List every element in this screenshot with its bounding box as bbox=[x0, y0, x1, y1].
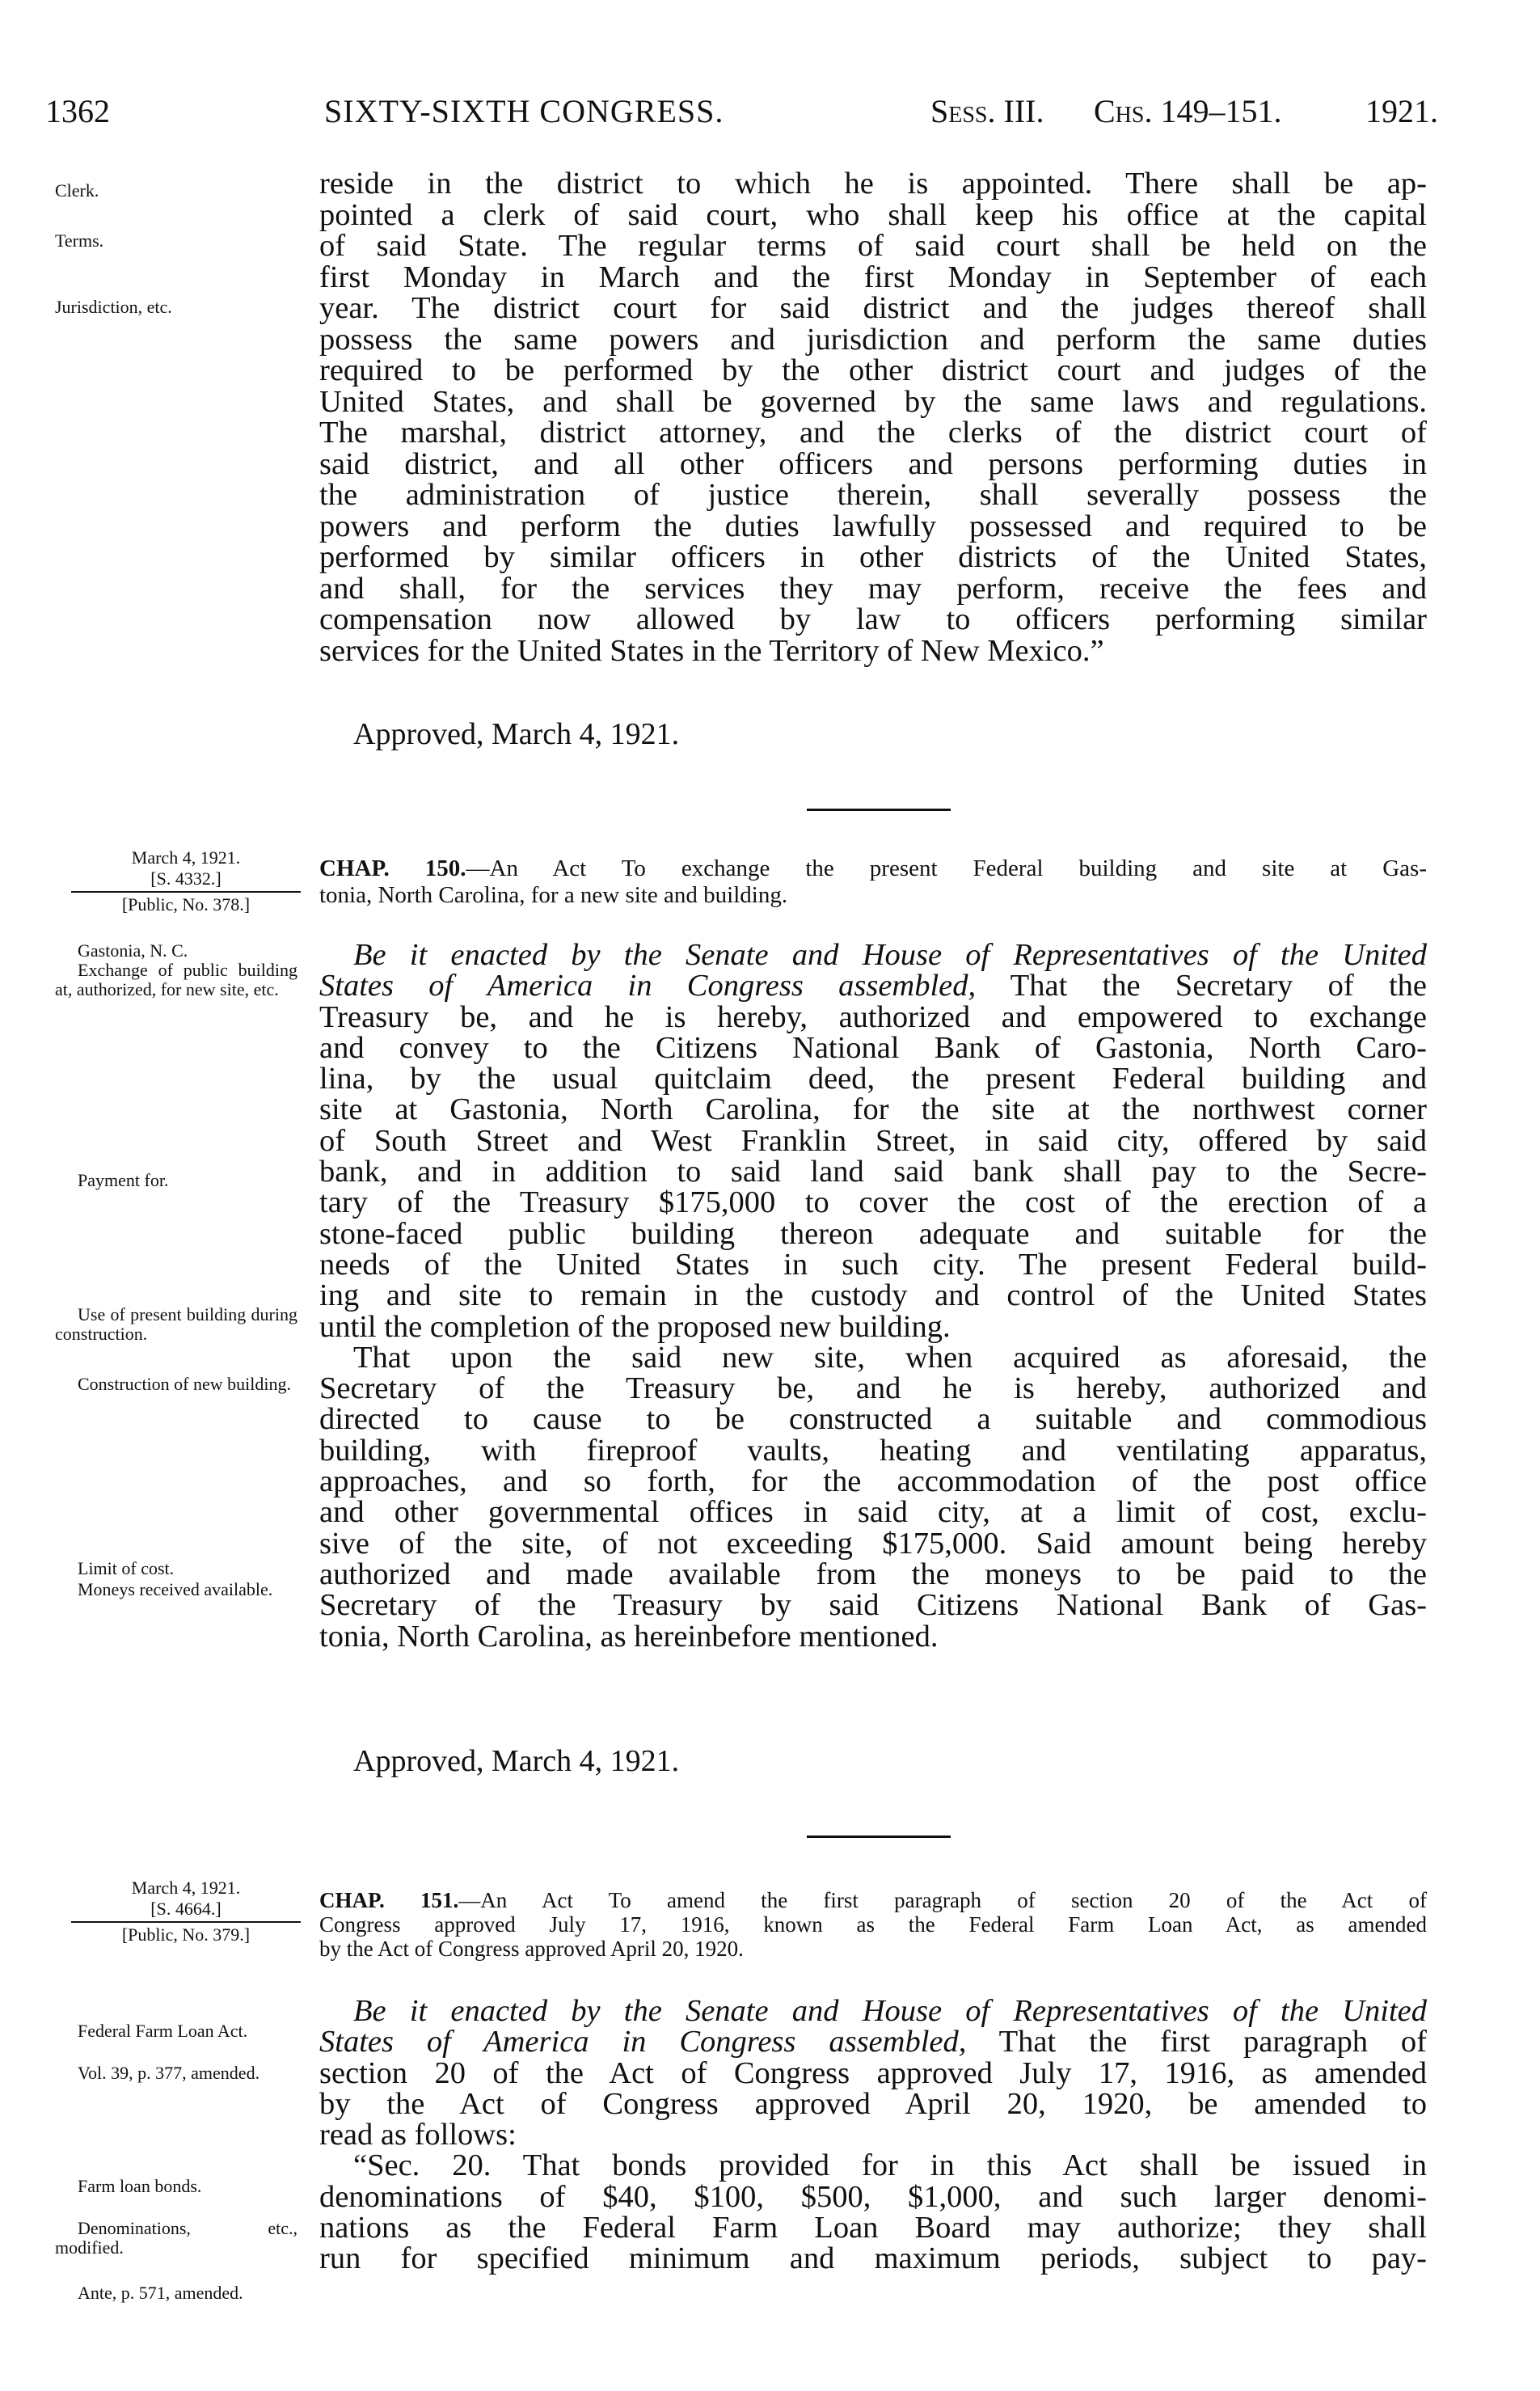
separator-rule bbox=[807, 1835, 951, 1838]
text-line: ing and site to remain in the custody and control of the United States bbox=[319, 1278, 1427, 1313]
text-line: powers and perform the duties lawfully possessed and required to be bbox=[319, 509, 1427, 543]
text-line: until the completion of the proposed new building. bbox=[319, 1309, 951, 1344]
text-line: building, with fireproof vaults, heating and ventilating apparatus, bbox=[319, 1433, 1427, 1468]
text: That the Secretary of the bbox=[1010, 969, 1427, 1003]
public-law-number: [Public, No. 379.] bbox=[121, 1924, 251, 1945]
text-line: lina, by the usual quitclaim deed, the present Federal building and bbox=[319, 1062, 1427, 1096]
heading-line: Congress approved July 17, 1916, known as the Federal Farm Loan Act, as amended bbox=[319, 1912, 1427, 1937]
text-line: said district, and all other officers and persons performing duties in bbox=[319, 446, 1427, 481]
margin-note-ante: Ante, p. 571, amended. bbox=[78, 2283, 243, 2303]
text-line bbox=[319, 970, 1427, 1001]
margin-note-clerk: Clerk. bbox=[55, 180, 99, 201]
running-header bbox=[45, 87, 1436, 136]
text-line: site at Gastonia, North Carolina, for the site at the northwest corner bbox=[319, 1092, 1427, 1127]
text-line: authorized and made available from the moneys to be paid to the bbox=[319, 1557, 1427, 1591]
chapter-150-text bbox=[319, 940, 1427, 1652]
chapter-label: CHAP. 151. bbox=[319, 1888, 459, 1912]
enacting-clause: Be it enacted by the Senate and House of Representatives of the United bbox=[353, 1994, 1427, 2028]
text-line: pointed a clerk of said court, who shall keep his office at the capital bbox=[319, 197, 1427, 232]
section-149-text bbox=[319, 168, 1427, 666]
text-line: and other governmental offices in said city, at a limit of cost, exclu- bbox=[319, 1495, 1427, 1530]
approved-line: Approved, March 4, 1921. bbox=[353, 1744, 680, 1778]
text-line: compensation now allowed by law to officers performing similar bbox=[319, 602, 1427, 636]
text-line: required to be performed by the other district court and judges of the bbox=[319, 353, 1427, 387]
text-line: stone-faced public building thereon adequate and suitable for the bbox=[319, 1216, 1427, 1251]
text-line: run for specified minimum and maximum periods, subject to pay- bbox=[319, 2241, 1427, 2276]
margin-note-vol-39: Vol. 39, p. 377, amended. bbox=[78, 2063, 260, 2083]
chapter-label: CHAP. 150. bbox=[319, 855, 466, 881]
sidenote-rule bbox=[71, 891, 301, 893]
bill-number: [S. 4332.] bbox=[150, 868, 222, 889]
text-line: denominations of $40, $100, $500, $1,000, and such larger denomi- bbox=[319, 2179, 1427, 2214]
text-line: nations as the Federal Farm Loan Board may authorize; they shall bbox=[319, 2211, 1427, 2245]
congress-title: SIXTY-SIXTH CONGRESS. bbox=[324, 93, 724, 129]
heading-text: —An Act To amend the first paragraph of section 20 of the Act of bbox=[458, 1888, 1427, 1912]
text-line bbox=[319, 2026, 1427, 2057]
enacting-clause-cont: States of America in Congress assembled, bbox=[319, 969, 977, 1003]
bill-number: [S. 4664.] bbox=[150, 1899, 222, 1919]
text-line: That upon the said new site, when acquired as aforesaid, the bbox=[353, 1340, 1427, 1375]
text-line: of South Street and West Franklin Street, in said city, offered by said bbox=[319, 1123, 1427, 1158]
margin-note-farm-loan-bonds: Farm loan bonds. bbox=[78, 2176, 202, 2196]
year-label: 1921. bbox=[1365, 93, 1438, 129]
text-line: bank, and in addition to said land said bank shall pay to the Secre- bbox=[319, 1155, 1427, 1189]
margin-note-federal-farm-loan-act: Federal Farm Loan Act. bbox=[78, 2021, 248, 2041]
heading-line bbox=[319, 855, 1427, 882]
heading-line bbox=[319, 1888, 1427, 1912]
text-line: performed by similar officers in other districts of the United States, bbox=[319, 540, 1427, 574]
separator-rule bbox=[807, 809, 951, 811]
margin-note-moneys: Moneys received available. bbox=[78, 1579, 273, 1599]
margin-note-denominations: Denominations, etc., modified. bbox=[55, 2218, 297, 2258]
chapter-151-heading bbox=[319, 1888, 1427, 1961]
text-line: services for the United States in the Territory of New Mexico.” bbox=[319, 633, 1104, 668]
text-line: reside in the district to which he is appointed. There shall be ap- bbox=[319, 167, 1427, 201]
text-line: “Sec. 20. That bonds provided for in this Act shall be issued in bbox=[353, 2148, 1427, 2183]
text-line: needs of the United States in such city. The present Federal build- bbox=[319, 1247, 1427, 1282]
heading-text: —An Act To exchange the present Federal building and site at Gas- bbox=[466, 855, 1427, 881]
approved-line: Approved, March 4, 1921. bbox=[353, 717, 680, 751]
margin-note-limit-of-cost: Limit of cost. bbox=[78, 1558, 175, 1578]
enacting-clause-cont: States of America in Congress assembled, bbox=[319, 2025, 967, 2059]
text-line: year. The district court for said district and the judges thereof shall bbox=[319, 291, 1427, 325]
text-line: by the Act of Congress approved April 20, 1920, be amended to bbox=[319, 2086, 1427, 2121]
heading-line: tonia, North Carolina, for a new site and building. bbox=[319, 882, 788, 908]
text-line: approaches, and so forth, for the accommodation of the post office bbox=[319, 1464, 1427, 1499]
text-line: tary of the Treasury $175,000 to cover the cost of the erection of a bbox=[319, 1185, 1427, 1220]
text-line: United States, and shall be governed by the same laws and regulations. bbox=[319, 384, 1427, 419]
text: That the first paragraph of bbox=[998, 2025, 1427, 2059]
text-line: of said State. The regular terms of said court shall be held on the bbox=[319, 229, 1427, 263]
chapters-label: Chs. 149–151. bbox=[1094, 93, 1282, 129]
margin-note-exchange: Exchange of public building at, authorized, for new site, etc. bbox=[55, 960, 297, 999]
text-line: Secretary of the Treasury by said Citizens National Bank of Gas- bbox=[319, 1588, 1427, 1623]
heading-line: by the Act of Congress approved April 20, 1920. bbox=[319, 1937, 744, 1961]
text-line: and convey to the Citizens National Bank of Gastonia, North Caro- bbox=[319, 1030, 1427, 1065]
chapter-150-heading bbox=[319, 855, 1427, 909]
text-line: section 20 of the Act of Congress approved July 17, 1916, as amended bbox=[319, 2055, 1427, 2090]
margin-note-jurisdiction: Jurisdiction, etc. bbox=[55, 297, 172, 317]
text-line: the administration of justice therein, shall severally possess the bbox=[319, 478, 1427, 512]
text-line: directed to cause to be constructed a suitable and commodious bbox=[319, 1402, 1427, 1437]
text-line: read as follows: bbox=[319, 2118, 517, 2152]
text-line: sive of the site, of not exceeding $175,000. Said amount being hereby bbox=[319, 1526, 1427, 1561]
text-line: Treasury be, and he is hereby, authorized and empowered to exchange bbox=[319, 999, 1427, 1034]
enactment-date: March 4, 1921. bbox=[131, 1878, 241, 1898]
session-label: Sess. III. bbox=[930, 93, 1044, 129]
margin-note-terms: Terms. bbox=[55, 230, 104, 251]
text-line: first Monday in March and the first Monday in September of each bbox=[319, 260, 1427, 294]
margin-note-gastonia bbox=[55, 941, 297, 999]
chapter-150-sidenote bbox=[65, 847, 307, 915]
text-line: tonia, North Carolina, as hereinbefore mentioned. bbox=[319, 1619, 939, 1654]
public-law-number: [Public, No. 378.] bbox=[121, 894, 251, 915]
text-line: Secretary of the Treasury be, and he is hereby, authorized and bbox=[319, 1371, 1427, 1406]
enactment-date: March 4, 1921. bbox=[131, 847, 241, 868]
margin-note-use-present-building: Use of present building during construction. bbox=[55, 1304, 297, 1344]
margin-note-gastonia-title: Gastonia, N. C. bbox=[78, 940, 188, 961]
text-line: The marshal, district attorney, and the clerks of the district court of bbox=[319, 416, 1427, 450]
sidenote-rule bbox=[71, 1921, 301, 1923]
text-line: and shall, for the services they may perform, receive the fees and bbox=[319, 571, 1427, 606]
page-number: 1362 bbox=[45, 93, 110, 129]
margin-note-construction: Construction of new building. bbox=[78, 1374, 291, 1394]
chapter-151-sidenote bbox=[65, 1878, 307, 1945]
margin-note-payment: Payment for. bbox=[78, 1170, 169, 1190]
chapter-151-text bbox=[319, 1996, 1427, 2275]
text-line: possess the same powers and jurisdiction and perform the same duties bbox=[319, 322, 1427, 357]
enacting-clause: Be it enacted by the Senate and House of Representatives of the United bbox=[353, 938, 1427, 972]
